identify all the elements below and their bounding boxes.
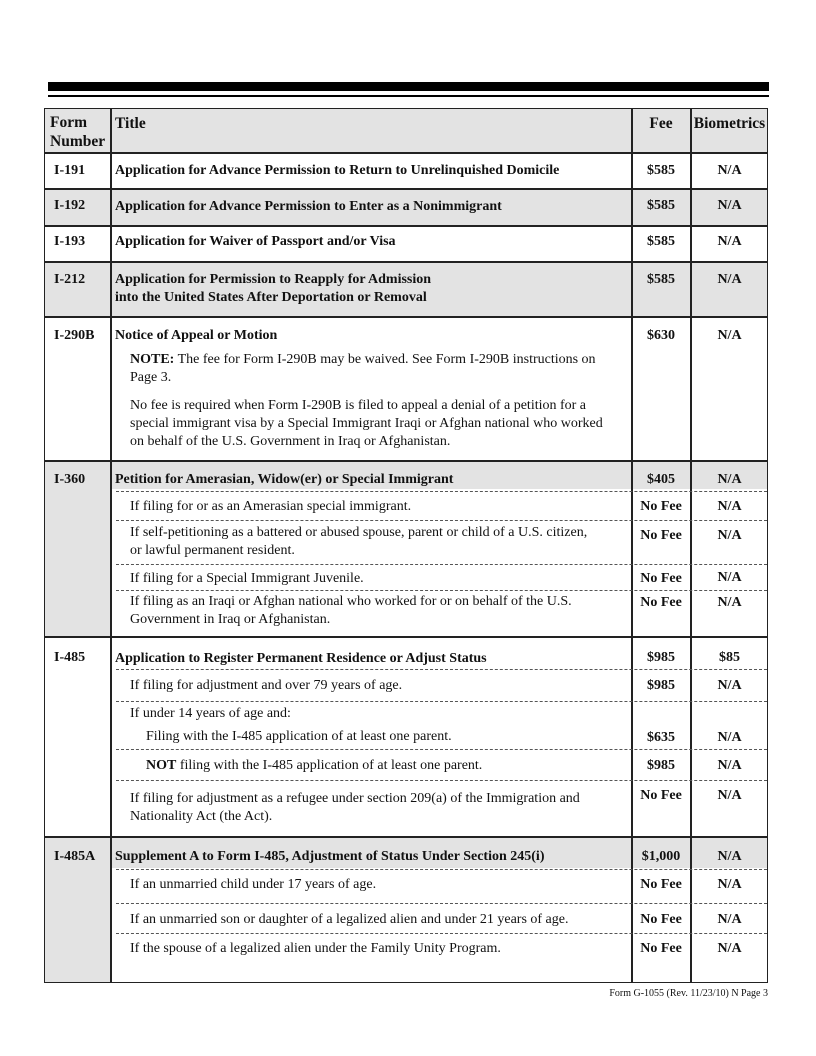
note-line bbox=[130, 351, 596, 369]
sub-biometrics-cell: N/A bbox=[717, 595, 742, 610]
top-thin-rule bbox=[48, 95, 769, 97]
sub-condition-line2: Government in Iraq or Afghanistan. bbox=[130, 612, 331, 627]
note-line-2: Page 3. bbox=[130, 370, 172, 385]
sub-condition-indented bbox=[146, 757, 482, 775]
row-separator bbox=[44, 636, 768, 638]
fee-cell: $585 bbox=[647, 198, 675, 213]
sub-fee-cell: No Fee bbox=[640, 528, 682, 543]
sub-biometrics-cell: N/A bbox=[717, 570, 742, 585]
sub-fee-cell: $985 bbox=[647, 678, 675, 693]
sub-condition: If an unmarried child under 17 years of age. bbox=[130, 877, 377, 892]
sub-fee-cell: No Fee bbox=[640, 788, 682, 803]
top-thick-rule bbox=[48, 82, 769, 91]
sub-fee-cell: No Fee bbox=[640, 877, 682, 892]
form-number-cell: I-485 bbox=[54, 650, 86, 665]
biometrics-cell: N/A bbox=[717, 849, 742, 864]
biometrics-cell: N/A bbox=[717, 198, 742, 213]
form-number-cell: I-192 bbox=[54, 198, 86, 213]
sub-biometrics-cell: N/A bbox=[717, 730, 742, 745]
sub-condition-indented: Filing with the I-485 application of at least one parent. bbox=[146, 729, 452, 744]
sub-condition-line2: or lawful permanent resident. bbox=[130, 543, 295, 558]
sub-condition: If under 14 years of age and: bbox=[130, 706, 291, 721]
sub-fee-cell: No Fee bbox=[640, 941, 682, 956]
biometrics-cell: N/A bbox=[717, 163, 742, 178]
row-separator bbox=[44, 225, 768, 227]
form-number-cell: I-360 bbox=[54, 472, 86, 487]
form-number-cell: I-485A bbox=[54, 849, 96, 864]
col-divider-1 bbox=[110, 108, 112, 983]
form-title-cell: Application for Advance Permission to Enter as a Nonimmigrant bbox=[115, 199, 502, 214]
row-separator bbox=[44, 460, 768, 462]
biometrics-cell: N/A bbox=[717, 272, 742, 287]
sub-fee-cell: No Fee bbox=[640, 912, 682, 927]
biometrics-cell: N/A bbox=[717, 234, 742, 249]
biometrics-cell: N/A bbox=[717, 328, 742, 343]
sub-condition: If filing as an Iraqi or Afghan national who worked for or on behalf of the U.S. bbox=[130, 594, 572, 609]
note-text: The fee for Form I-290B may be waived. See Form I-290B instructions on bbox=[174, 352, 596, 367]
form-title-cell: Application for Waiver of Passport and/or Visa bbox=[115, 234, 396, 249]
sub-fee-cell: $985 bbox=[647, 758, 675, 773]
dashed-separator bbox=[116, 701, 767, 702]
dashed-separator bbox=[116, 520, 767, 521]
fee-cell: $1,000 bbox=[641, 849, 681, 864]
sub-biometrics-cell: N/A bbox=[717, 758, 742, 773]
row-separator bbox=[44, 316, 768, 318]
sub-condition-text: filing with the I-485 application of at least one parent. bbox=[176, 758, 483, 773]
sub-fee-cell: No Fee bbox=[640, 595, 682, 610]
sub-condition-line2: Nationality Act (the Act). bbox=[130, 809, 273, 824]
form-number-cell: I-212 bbox=[54, 272, 86, 287]
sub-condition: If self-petitioning as a battered or abused spouse, parent or child of a U.S. citizen, bbox=[130, 525, 588, 540]
sub-biometrics-cell: N/A bbox=[717, 528, 742, 543]
dashed-separator bbox=[116, 869, 767, 870]
form-number-cell: I-290B bbox=[54, 328, 95, 343]
fee-cell: $585 bbox=[647, 234, 675, 249]
dashed-separator bbox=[116, 590, 767, 591]
page-footer: Form G-1055 (Rev. 11/23/10) N Page 3 bbox=[609, 988, 768, 999]
biometrics-cell: $85 bbox=[719, 650, 740, 665]
form-title-cell: Petition for Amerasian, Widow(er) or Special Immigrant bbox=[115, 472, 454, 487]
paragraph-line: special immigrant visa by a Special Immigrant Iraqi or Afghan national who worked bbox=[130, 416, 603, 431]
form-number-cell: I-193 bbox=[54, 234, 86, 249]
not-emphasis: NOT bbox=[146, 758, 177, 773]
dashed-separator bbox=[116, 669, 767, 670]
sub-condition: If filing for a Special Immigrant Juvenile. bbox=[130, 571, 364, 586]
sub-biometrics-cell: N/A bbox=[717, 912, 742, 927]
fee-cell: $585 bbox=[647, 272, 675, 287]
header-form-number: Form Number bbox=[50, 114, 106, 150]
sub-biometrics-cell: N/A bbox=[717, 788, 742, 803]
fee-cell: $630 bbox=[647, 328, 675, 343]
sub-biometrics-cell: N/A bbox=[717, 499, 742, 514]
row-separator bbox=[44, 152, 768, 154]
sub-fee-cell: $635 bbox=[647, 730, 675, 745]
fee-cell: $405 bbox=[647, 472, 675, 487]
header-fee: Fee bbox=[649, 115, 673, 132]
form-title-cell: Supplement A to Form I-485, Adjustment of Status Under Section 245(i) bbox=[115, 849, 545, 864]
paragraph-line: No fee is required when Form I-290B is filed to appeal a denial of a petition for a bbox=[130, 398, 587, 413]
sub-condition: If filing for adjustment and over 79 years of age. bbox=[130, 678, 403, 693]
dashed-separator bbox=[116, 564, 767, 565]
dashed-separator bbox=[116, 780, 767, 781]
sub-fee-cell: No Fee bbox=[640, 571, 682, 586]
row-separator bbox=[44, 836, 768, 838]
biometrics-cell: N/A bbox=[717, 472, 742, 487]
form-title-cell: Notice of Appeal or Motion bbox=[115, 328, 278, 343]
dashed-separator bbox=[116, 933, 767, 934]
sub-biometrics-cell: N/A bbox=[717, 877, 742, 892]
sub-biometrics-cell: N/A bbox=[717, 678, 742, 693]
paragraph-line: on behalf of the U.S. Government in Iraq or Afghanistan. bbox=[130, 434, 451, 449]
dashed-separator bbox=[116, 903, 767, 904]
sub-condition: If the spouse of a legalized alien under the Family Unity Program. bbox=[130, 941, 501, 956]
note-label: NOTE: bbox=[130, 352, 175, 367]
header-biometrics: Biometrics bbox=[693, 115, 766, 132]
sub-condition: If filing for adjustment as a refugee under section 209(a) of the Immigration and bbox=[130, 791, 580, 806]
sub-fee-cell: No Fee bbox=[640, 499, 682, 514]
form-title-cell: Application for Advance Permission to Return to Unrelinquished Domicile bbox=[115, 163, 560, 178]
row-separator bbox=[44, 261, 768, 263]
sub-biometrics-cell: N/A bbox=[717, 941, 742, 956]
dashed-separator bbox=[116, 749, 767, 750]
form-title-cell: Application to Register Permanent Residence or Adjust Status bbox=[115, 651, 487, 666]
fee-cell: $585 bbox=[647, 163, 675, 178]
fee-cell: $985 bbox=[647, 650, 675, 665]
form-number-cell: I-191 bbox=[54, 163, 86, 178]
form-title-cell-line2: into the United States After Deportation or Removal bbox=[115, 290, 427, 305]
sub-condition: If filing for or as an Amerasian special immigrant. bbox=[130, 499, 412, 514]
dashed-separator bbox=[116, 491, 767, 492]
form-title-cell: Application for Permission to Reapply for Admission bbox=[115, 272, 432, 287]
sub-condition: If an unmarried son or daughter of a legalized alien and under 21 years of age. bbox=[130, 912, 569, 927]
row-separator bbox=[44, 188, 768, 190]
header-title: Title bbox=[115, 115, 146, 132]
